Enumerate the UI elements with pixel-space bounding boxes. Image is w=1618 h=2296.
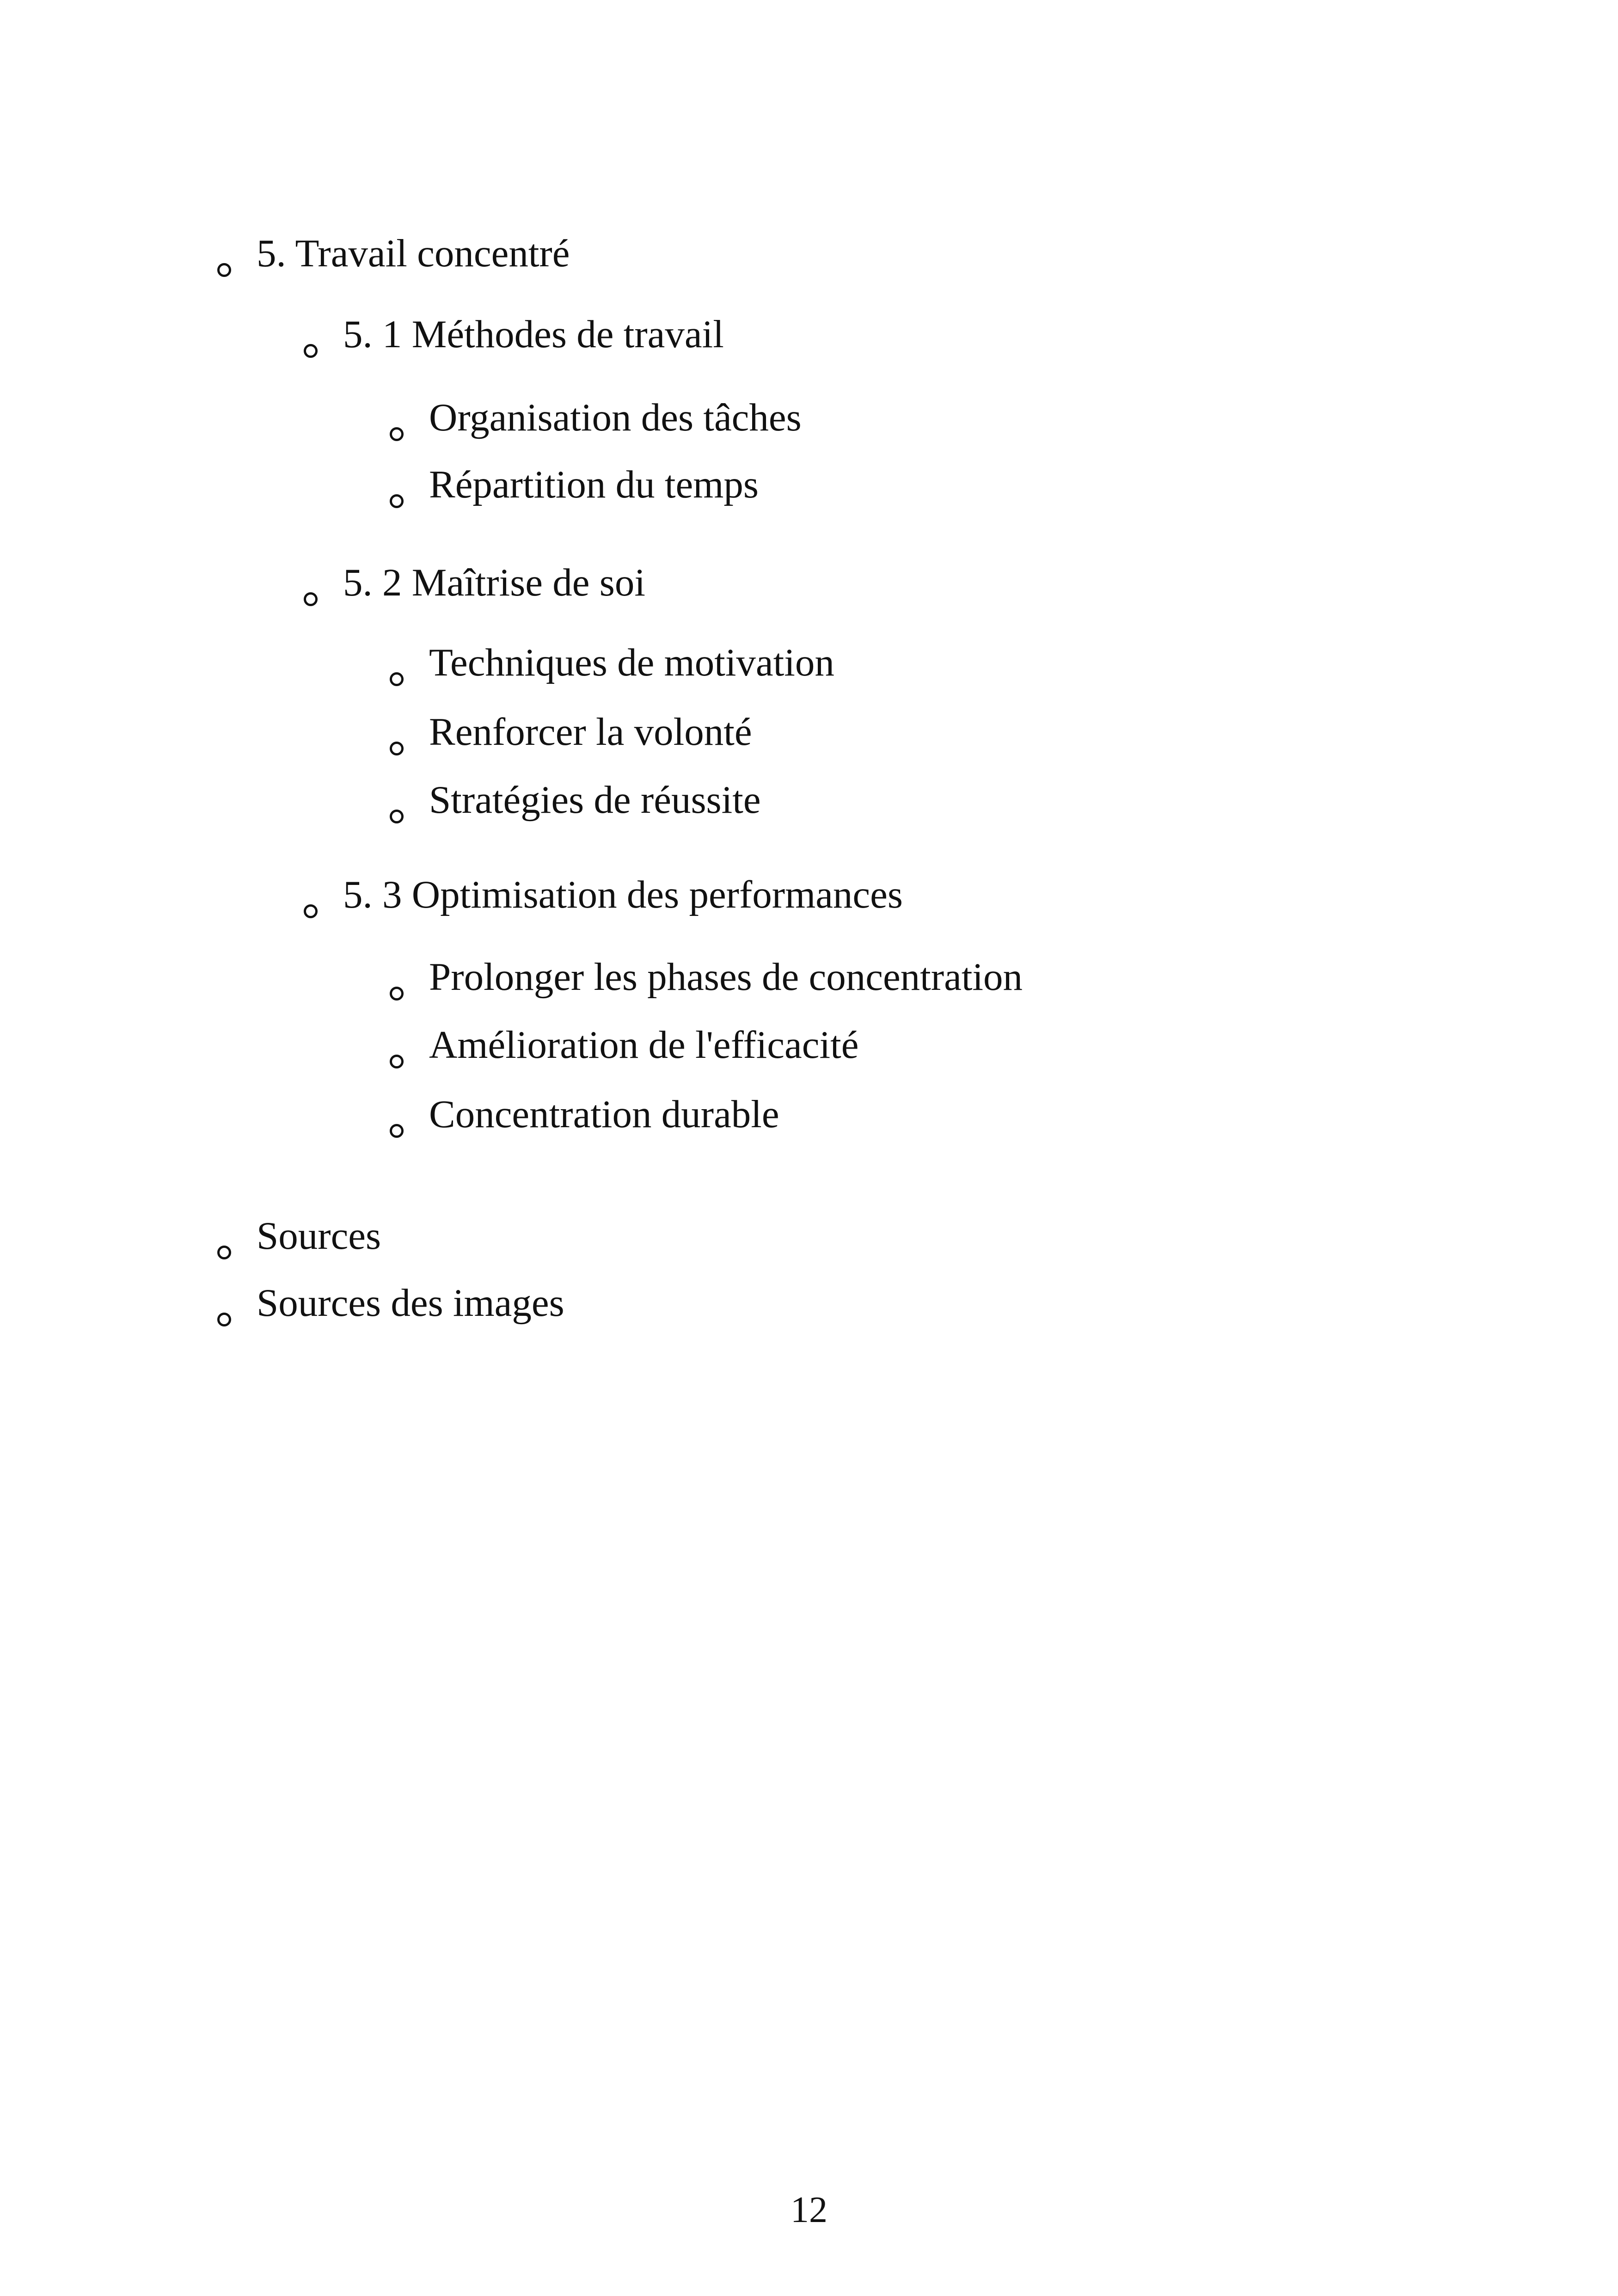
toc-item-label: Répartition du temps <box>429 463 759 506</box>
circle-bullet-icon <box>390 1107 404 1154</box>
toc-item-label: Sources <box>257 1214 381 1258</box>
toc-item-label: Stratégies de réussite <box>429 778 761 822</box>
circle-bullet-icon <box>390 793 404 839</box>
circle-bullet-icon <box>390 970 404 1016</box>
circle-bullet-icon <box>217 1229 231 1275</box>
circle-bullet-icon <box>217 1296 231 1342</box>
toc-item-label: Prolonger les phases de concentration <box>429 955 1023 999</box>
toc-item-label: Renforcer la volonté <box>429 710 752 754</box>
circle-bullet-icon <box>390 656 404 702</box>
toc-item-label: 5. 2 Maîtrise de soi <box>343 561 645 604</box>
toc-item-label: 5. 3 Optimisation des performances <box>343 873 903 916</box>
circle-bullet-icon <box>390 725 404 771</box>
circle-bullet-icon <box>304 888 318 934</box>
page-number: 12 <box>791 2190 827 2230</box>
toc-item-label: 5. 1 Méthodes de travail <box>343 313 724 356</box>
toc-item-label: 5. Travail concentré <box>257 232 570 275</box>
circle-bullet-icon <box>390 478 404 524</box>
toc-item-label: Sources des images <box>257 1281 564 1325</box>
toc-item-label: Techniques de motivation <box>429 641 834 684</box>
circle-bullet-icon <box>304 327 318 374</box>
circle-bullet-icon <box>390 411 404 457</box>
circle-bullet-icon <box>217 246 231 293</box>
toc-item-label: Organisation des tâches <box>429 396 802 439</box>
toc-item-label: Concentration durable <box>429 1093 779 1136</box>
circle-bullet-icon <box>390 1038 404 1084</box>
circle-bullet-icon <box>304 576 318 622</box>
toc-item-label: Amélioration de l'efficacité <box>429 1023 859 1067</box>
